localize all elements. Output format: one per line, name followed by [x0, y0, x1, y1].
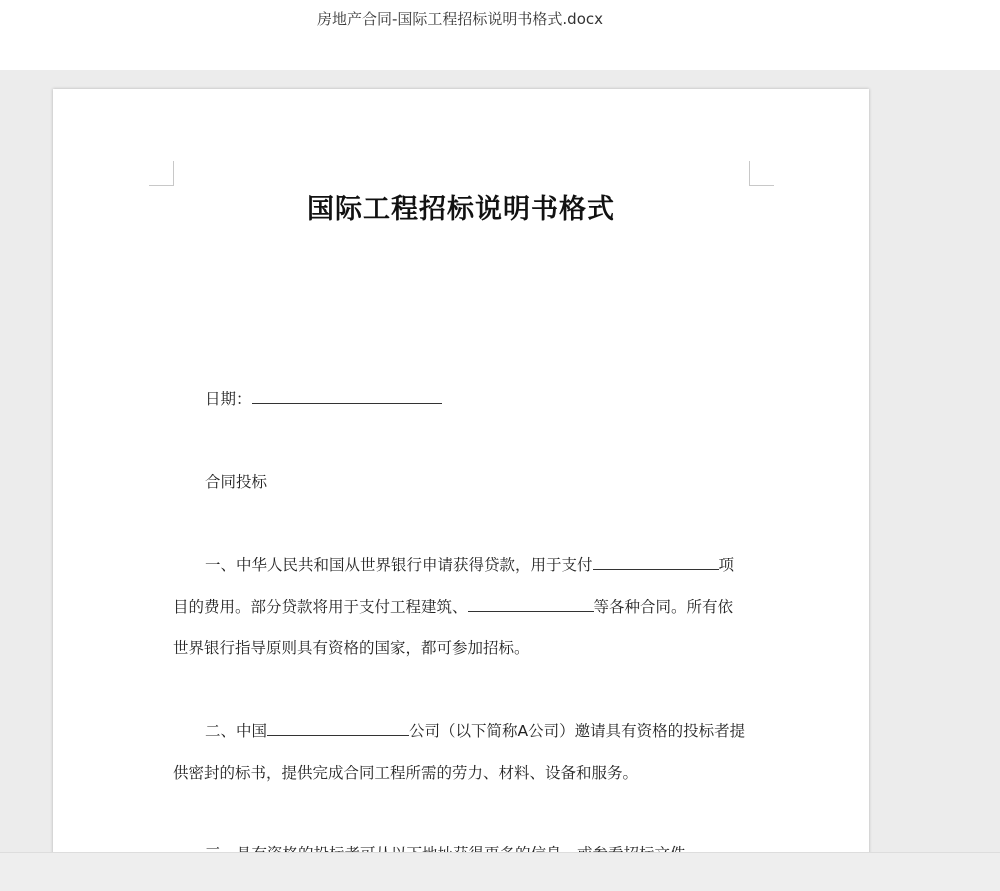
p2-blank-1	[267, 721, 409, 736]
section-label: 合同投标	[205, 473, 268, 491]
p1-blank-2	[468, 597, 594, 612]
date-label: 日期：	[205, 390, 252, 408]
status-bar	[0, 852, 1000, 891]
p1-line1-text-a: 一、中华人民共和国从世界银行申请获得贷款，用于支付	[205, 556, 593, 574]
p2-line1-text-a: 二、中国	[205, 722, 268, 740]
p1-blank-1	[593, 555, 719, 570]
p2-line2: 供密封的标书，提供完成合同工程所需的劳力、材料、设备和服务。	[173, 764, 639, 782]
p2-line1-text-b: 公司（以下简称A公司）邀请具有资格的投标者提	[409, 722, 746, 740]
p1-line3: 世界银行指导原则具有资格的国家，都可参加招标。	[173, 639, 530, 657]
document-filename: 房地产合同-国际工程招标说明书格式.docx	[316, 10, 603, 28]
date-blank	[252, 389, 442, 404]
document-heading: 国际工程招标说明书格式	[307, 194, 615, 225]
p1-line1-text-b: 项	[718, 556, 735, 574]
p1-line1	[205, 553, 734, 575]
p1-line2	[173, 595, 733, 617]
document-page[interactable]	[53, 89, 869, 889]
p1-line2-text-b: 等各种合同。所有依	[593, 598, 734, 616]
title-bar	[0, 0, 1000, 70]
document-canvas[interactable]	[0, 70, 1000, 852]
p2-line1	[205, 719, 745, 741]
date-line	[205, 387, 442, 409]
margin-marker-left	[149, 161, 174, 186]
margin-marker-right	[749, 161, 774, 186]
p1-line2-text-a: 目的费用。部分贷款将用于支付工程建筑、	[173, 598, 468, 616]
